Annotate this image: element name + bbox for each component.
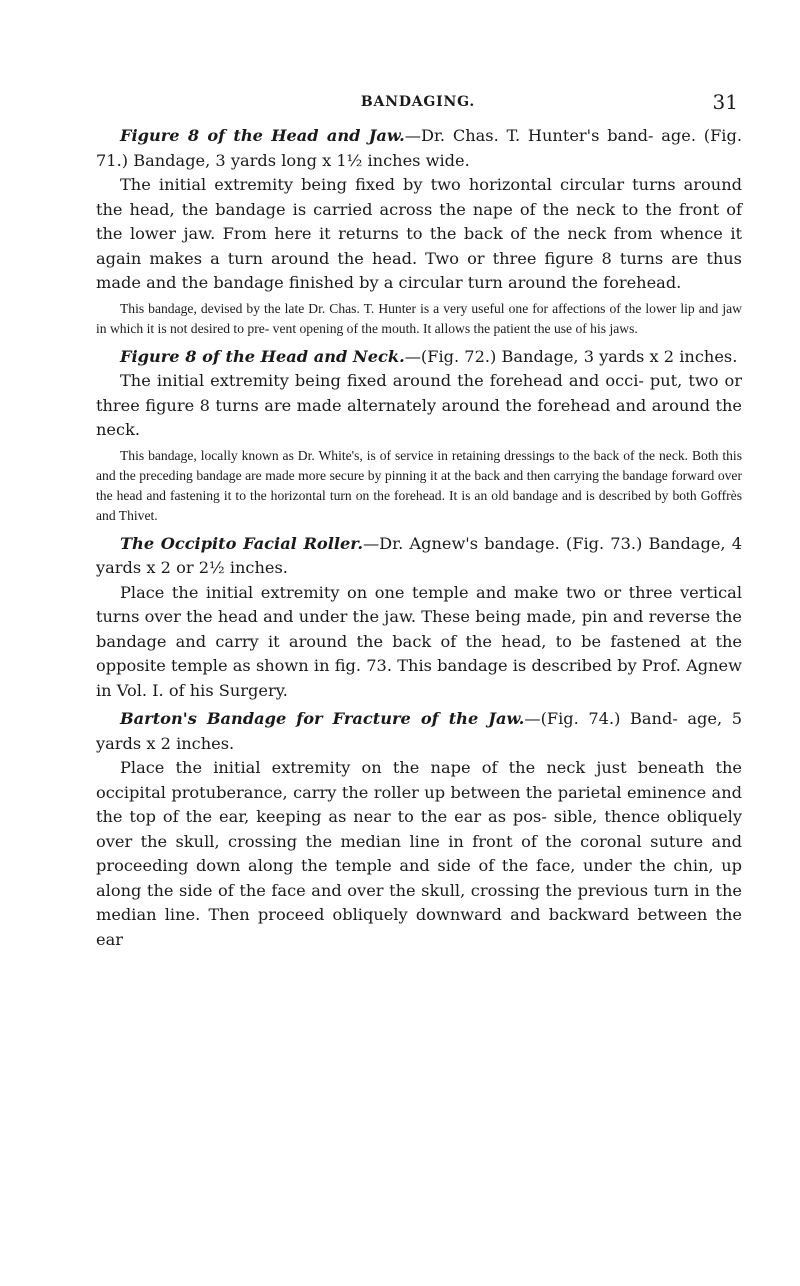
section-heading	[96, 707, 742, 756]
section-heading	[96, 124, 742, 173]
section-title: Barton's Bandage for Fracture of the Jaw.	[120, 709, 525, 728]
section-title: The Occipito Facial Roller.	[120, 533, 363, 553]
section-spec: —Dr. Agnew's bandage. (Fig. 73.) Bandage, 4 yards x 2 or 2½ inches.	[96, 533, 742, 577]
section-spec: —(Fig. 74.) Band- age, 5 yards x 2 inches.	[96, 709, 742, 753]
page-number: 31	[712, 90, 738, 114]
section-note: This bandage, devised by the late Dr. Chas. T. Hunter is a very useful one for affections of the lower lip and jaw in which it is not desired to pre- vent opening of the mouth. It allows the patient the use of his jaws.	[96, 300, 742, 336]
section-title: Figure 8 of the Head and Jaw.	[120, 126, 405, 145]
section-title: Figure 8 of the Head and Neck.	[120, 346, 405, 366]
section-spec: —(Fig. 72.) Bandage, 3 yards x 2 inches.	[404, 346, 738, 366]
section-instructions: The initial extremity being fixed around the forehead and occi- put, two or three figure 8 turns are made alternately around the forehead and around the neck.	[96, 371, 742, 439]
section-heading	[96, 345, 742, 370]
running-title: BANDAGING.	[360, 94, 476, 110]
body-text	[96, 124, 742, 952]
running-head	[98, 90, 738, 120]
section-instructions: Place the initial extremity on the nape of the neck just beneath the occipital protuberance, carry the roller up between the parietal eminence and the top of the ear, keeping as near to the ear as pos- sible, thence obliquely over the skull, crossing the median line in front of the coronal suture and proceeding down along the temple and side of the face, under the chin, up along the side of the face and over the skull, crossing the previous turn in the median line. Then proceed obliquely downward and backward between the ear	[96, 758, 742, 949]
section-heading	[96, 532, 742, 581]
section-spec: —Dr. Chas. T. Hunter's band- age. (Fig. 71.) Bandage, 3 yards long x 1½ inches wide.	[96, 126, 742, 170]
section-instructions: Place the initial extremity on one temple and make two or three vertical turns over the head and under the jaw. These being made, pin and reverse the bandage and carry it around the back of the head, to be fastened at the opposite temple as shown in fig. 73. This bandage is described by Prof. Agnew in Vol. I. of his Surgery.	[96, 582, 742, 700]
section-instructions: The initial extremity being fixed by two horizontal circular turns around the head, the bandage is carried across the nape of the neck to the front of the lower jaw. From here it returns to the back of the neck from whence it again makes a turn around the head. Two or three figure 8 turns are thus made and the bandage finished by a circular turn around the forehead.	[96, 175, 742, 292]
section-note: This bandage, locally known as Dr. White's, is of service in retaining dressings to the back of the neck. Both this and the preceding bandage are made more secure by pinning it at the back and then carrying the bandage forward over the head and fastening it to the horizontal turn on the forehead. It is an old bandage and is described by both Goffrès and Thivet.	[96, 447, 742, 523]
